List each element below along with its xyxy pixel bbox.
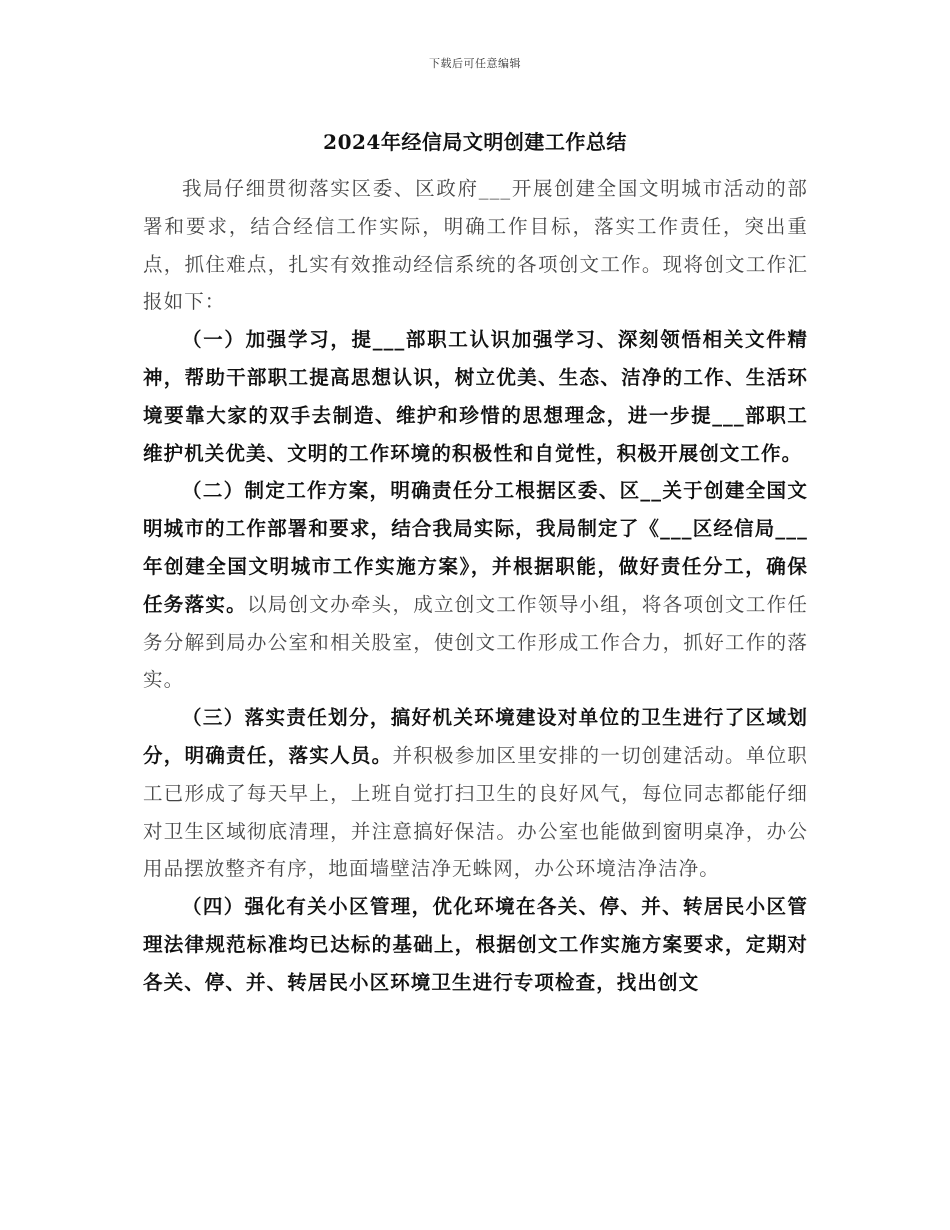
section-1-paragraph bbox=[143, 321, 808, 472]
section-2-regular-text: 以局创文办牵头，成立创文工作领导小组，将各项创文工作任务分解到局办公室和相关股室，使创文工作形成工作合力，抓好工作的落实。 bbox=[143, 592, 808, 692]
intro-text: 我局仔细贯彻落实区委、区政府___开展创建全国文明城市活动的部署和要求，结合经信工作实际，明确工作目标，落实工作责任，突出重点，抓住难点，扎实有效推动经信系统的各项创文工作。现将创文工作汇报如下： bbox=[143, 177, 808, 314]
section-3-bold-text: （三）落实责任划分，搞好机关环境建设对单位的卫生进行了区域划分，明确责任，落实人员。 bbox=[143, 706, 808, 767]
section-2-paragraph bbox=[143, 472, 808, 699]
document-body bbox=[143, 170, 808, 1002]
section-1-text: （一）加强学习，提___部职工认识加强学习、深刻领悟相关文件精神，帮助干部职工提高思想认识，树立优美、生态、洁净的工作、生活环境要靠大家的双手去制造、维护和珍惜的思想理念，进一步提___部职工维护机关优美、文明的工作环境的积极性和自觉性，积极开展创文工作。 bbox=[143, 328, 808, 465]
document-title: 2024年经信局文明创建工作总结 bbox=[323, 130, 627, 154]
section-4-text: （四）强化有关小区管理，优化环境在各关、停、并、转居民小区管理法律规范标准均已达标的基础上，根据创文工作实施方案要求，定期对各关、停、并、转居民小区环境卫生进行专项检查，找出创文 bbox=[143, 895, 808, 994]
section-3-regular-text: 并积极参加区里安排的一切创建活动。单位职工已形成了每天早上，上班自觉打扫卫生的良好风气，每位同志都能仔细对卫生区域彻底清理，并注意搞好保洁。办公室也能做到窗明桌净，办公用品摆放整齐有序，地面墙壁洁净无蛛网，办公环境洁净洁净。 bbox=[143, 743, 808, 881]
section-4-paragraph bbox=[143, 888, 808, 1001]
intro-paragraph bbox=[143, 170, 808, 321]
section-2-bold-text: （二）制定工作方案，明确责任分工根据区委、区__关于创建全国文明城市的工作部署和要求，结合我局实际，我局制定了《___区经信局___年创建全国文明城市工作实施方案》，并根据职能，做好责任分工，确保任务落实。 bbox=[143, 479, 808, 616]
header-note: 下载后可任意编辑 bbox=[429, 57, 521, 70]
section-3-paragraph bbox=[143, 699, 808, 888]
